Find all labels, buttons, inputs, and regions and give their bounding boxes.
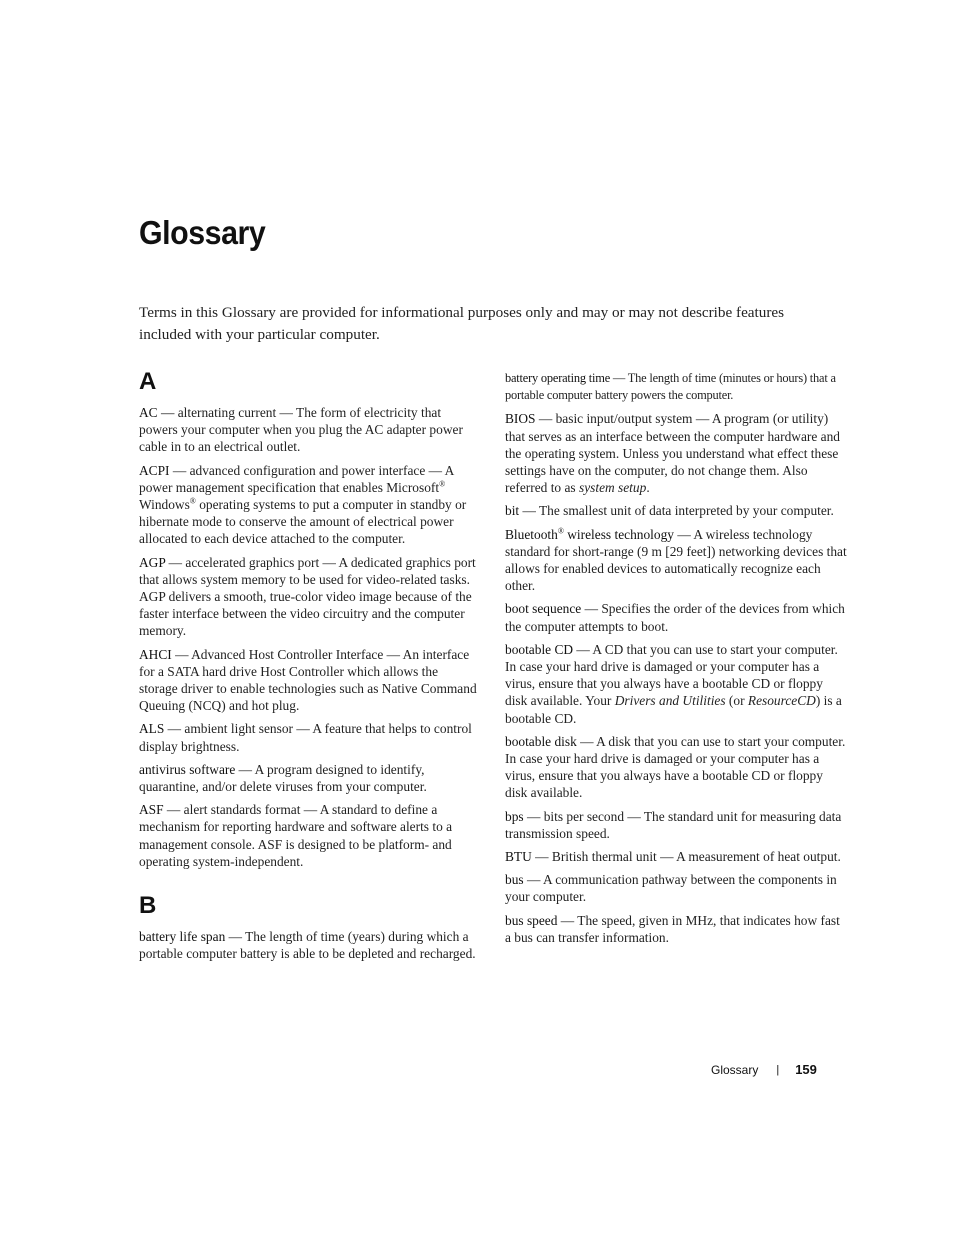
footer-separator: | (776, 1063, 780, 1076)
entry-term: antivirus software (139, 761, 236, 777)
page-title: Glossary (139, 214, 266, 251)
entry-definition: — Specifies the order of the devices from which the computer attempts to boot. (505, 601, 845, 634)
entry-definition: — A communication pathway between the components in your computer. (505, 872, 837, 905)
entry-term: battery life span (139, 929, 226, 945)
entry-definition-mid: (or (725, 693, 748, 709)
entry-term: Bluetooth (505, 526, 558, 542)
entry-definition: alternating current — The form of electricity that powers your computer when you plug the AC adapter power cable in to an electrical outlet. (139, 405, 463, 455)
entry-term: AC — (139, 405, 175, 420)
page-footer (711, 1062, 817, 1077)
entry-definition: — alert standards format — A standard to define a mechanism for reporting hardware and software alerts to a management console. ASF is designed to be platform- and operating system-independent. (139, 802, 453, 869)
right-column (505, 370, 847, 952)
entry-term: boot sequence (505, 601, 582, 617)
entry-term: bus speed (505, 912, 558, 928)
entry-definition: — A CD that you can use to start your computer. In case your hard drive is damaged or your computer has a virus, ensure that you always have a bootable CD or floppy disk available. Your (505, 641, 838, 709)
glossary-entry-btu (505, 848, 847, 865)
entry-term-cont: wireless technology (563, 526, 674, 542)
entry-term: battery operating time (505, 371, 611, 385)
entry-term: bootable disk (505, 733, 577, 749)
entry-definition: — Advanced Host Controller Interface — An interface for a SATA hard drive Host Controller which allows the storage driver to enable technologies such as Native Command Queuing (NCQ) and hot plug. (139, 646, 477, 714)
intro-paragraph: Terms in this Glossary are provided for informational purposes only and may or may not describe features included with your particular computer. (139, 304, 785, 343)
entry-definition: — A program designed to identify, quarantine, and/or delete viruses from your computer. (139, 761, 427, 795)
footer-section-name: Glossary (711, 1062, 759, 1077)
entry-emphasis: system setup (578, 480, 647, 496)
registered-mark: ® (557, 526, 564, 536)
glossary-entry-battery-life-span (139, 928, 479, 962)
entry-definition-cont: operating systems to put a computer in standby or hibernate mode to conserve the amount of electrical power allocated to each device attached to the computer. (139, 497, 467, 547)
glossary-entry-boot-sequence (505, 600, 847, 634)
registered-mark: ® (189, 496, 196, 506)
entry-term: bps (505, 808, 524, 824)
glossary-entry-agp (139, 554, 479, 640)
glossary-entry-bps (505, 808, 847, 842)
entry-term: bus (505, 872, 524, 888)
entry-definition: — A disk that you can use to start your computer. In case your hard drive is damaged or your computer has a virus, ensure that you always have a bootable CD or floppy disk available. (505, 733, 846, 801)
entry-definition: — basic input/output system — A program (or utility) that serves as an interface between the computer hardware and the operating system. Unless you understand what effect these settings have on the computer, do not change them. Also referred to as (505, 411, 840, 496)
glossary-entry-battery-operating-time (505, 370, 847, 404)
entry-definition: — The length of time (years) during which a portable computer battery is able to be depleted and recharged. (139, 929, 476, 962)
glossary-entry-bluetooth (505, 526, 847, 595)
entry-term: ALS (139, 721, 165, 737)
entry-term: AHCI (139, 646, 172, 662)
section-letter-a: A (139, 368, 157, 395)
glossary-entry-bootable-disk (505, 733, 847, 802)
glossary-entry-acpi (139, 462, 479, 548)
glossary-entry-bit (505, 502, 847, 519)
entry-definition: — The length of time (minutes or hours) that a portable computer battery powers the computer. (505, 371, 836, 403)
page-number: 159 (795, 1062, 817, 1077)
registered-mark: ® (439, 479, 446, 489)
entry-definition: — A wireless technology standard for short-range (9 m [29 feet]) networking devices that allows for enabled devices to automatically recognize each other. (505, 526, 847, 594)
left-column (139, 368, 479, 968)
entry-emphasis: ResourceCD (747, 693, 816, 709)
glossary-entry-ahci (139, 646, 479, 715)
entry-definition-end: ) is a bootable CD. (505, 693, 842, 726)
entry-definition-cont: Windows (139, 497, 190, 513)
entry-definition: — British thermal unit — A measurement of heat output. (531, 849, 841, 865)
entry-term: bootable CD (505, 641, 574, 657)
glossary-entry-antivirus (139, 761, 479, 795)
entry-term: bit (505, 503, 520, 519)
glossary-entry-bootable-cd (505, 641, 847, 727)
entry-definition: — The speed, given in MHz, that indicates how fast a bus can transfer information. (505, 912, 840, 945)
entry-term: ACPI (139, 462, 170, 478)
entry-term: BIOS (505, 411, 536, 427)
section-letter-b: B (139, 892, 157, 920)
entry-emphasis: Drivers and Utilities (614, 693, 726, 709)
entry-term: AGP (139, 554, 166, 570)
entry-definition-end: . (646, 480, 650, 496)
glossary-entry-bus (505, 871, 847, 905)
entry-term: BTU (505, 849, 532, 865)
glossary-entry-bios (505, 410, 847, 496)
entry-definition: — bits per second — The standard unit for measuring data transmission speed. (505, 808, 842, 841)
entry-definition: — The smallest unit of data interpreted by your computer. (519, 503, 834, 519)
glossary-entry-asf (139, 801, 479, 870)
glossary-entry-ac (139, 404, 479, 456)
entry-definition: — ambient light sensor — A feature that helps to control display brightness. (139, 721, 472, 754)
glossary-entry-als (139, 720, 479, 754)
glossary-entry-bus-speed (505, 912, 847, 946)
entry-definition: — accelerated graphics port — A dedicated graphics port that allows system memory to be used for video-related tasks. AGP delivers a smooth, true-color video image because of the faster interface between the video circuitry and the computer memory. (139, 554, 476, 639)
entry-definition: — advanced configuration and power interface — A power management specification that enables Microsoft (139, 462, 454, 495)
entry-term: ASF (139, 802, 164, 818)
